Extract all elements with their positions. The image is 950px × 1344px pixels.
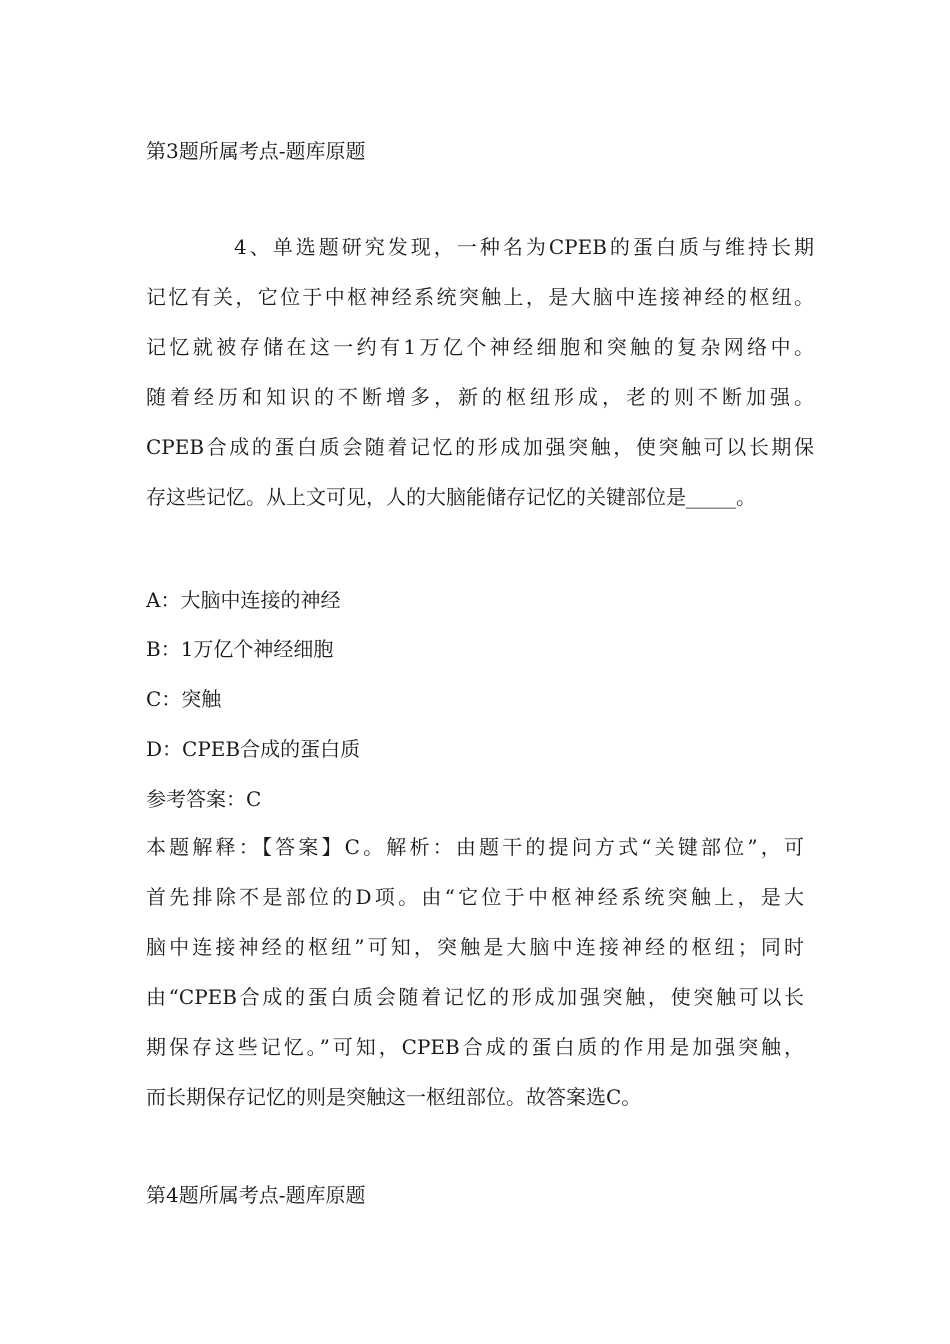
explanation-text: [146, 834, 804, 1134]
question-line: 随着经历和知识的不断增多，新的枢纽形成，老的则不断加强。: [146, 385, 814, 409]
explanation-line: 本题解释：【答案】C。解析：由题干的提问方式“关键部位”，可: [146, 835, 804, 859]
next-question-source: 第4题所属考点-题库原题: [146, 1183, 366, 1207]
explanation-line: 由“CPEB合成的蛋白质会随着记忆的形成加强突触，使突触可以长: [146, 985, 804, 1009]
explanation-line: 期保存这些记忆。”可知，CPEB合成的蛋白质的作用是加强突触，: [146, 1035, 804, 1059]
option-a: A：大脑中连接的神经: [146, 588, 341, 612]
question-text: [146, 234, 814, 534]
question-line: 记忆有关，它位于中枢神经系统突触上，是大脑中连接神经的枢纽。: [146, 285, 814, 309]
option-d: D：CPEB合成的蛋白质: [146, 737, 361, 761]
prev-question-source: 第3题所属考点-题库原题: [146, 139, 366, 163]
explanation-line: 首先排除不是部位的D项。由“它位于中枢神经系统突触上，是大: [146, 885, 804, 909]
question-line: 存这些记忆。从上文可见，人的大脑能储存记忆的关键部位是_____。: [146, 485, 756, 509]
explanation-line: 脑中连接神经的枢纽”可知，突触是大脑中连接神经的枢纽；同时: [146, 935, 804, 959]
question-line: CPEB合成的蛋白质会随着记忆的形成加强突触，使突触可以长期保: [146, 435, 814, 459]
option-c: C：突触: [146, 687, 222, 711]
explanation-line: 而长期保存记忆的则是突触这一枢纽部位。故答案选C。: [146, 1085, 642, 1109]
question-line: 记忆就被存储在这一约有1万亿个神经细胞和突触的复杂网络中。: [146, 335, 814, 359]
reference-answer: 参考答案：C: [146, 787, 262, 811]
option-b: B：1万亿个神经细胞: [146, 637, 334, 661]
question-line: 4、单选题研究发现，一种名为CPEB的蛋白质与维持长期: [234, 235, 814, 259]
